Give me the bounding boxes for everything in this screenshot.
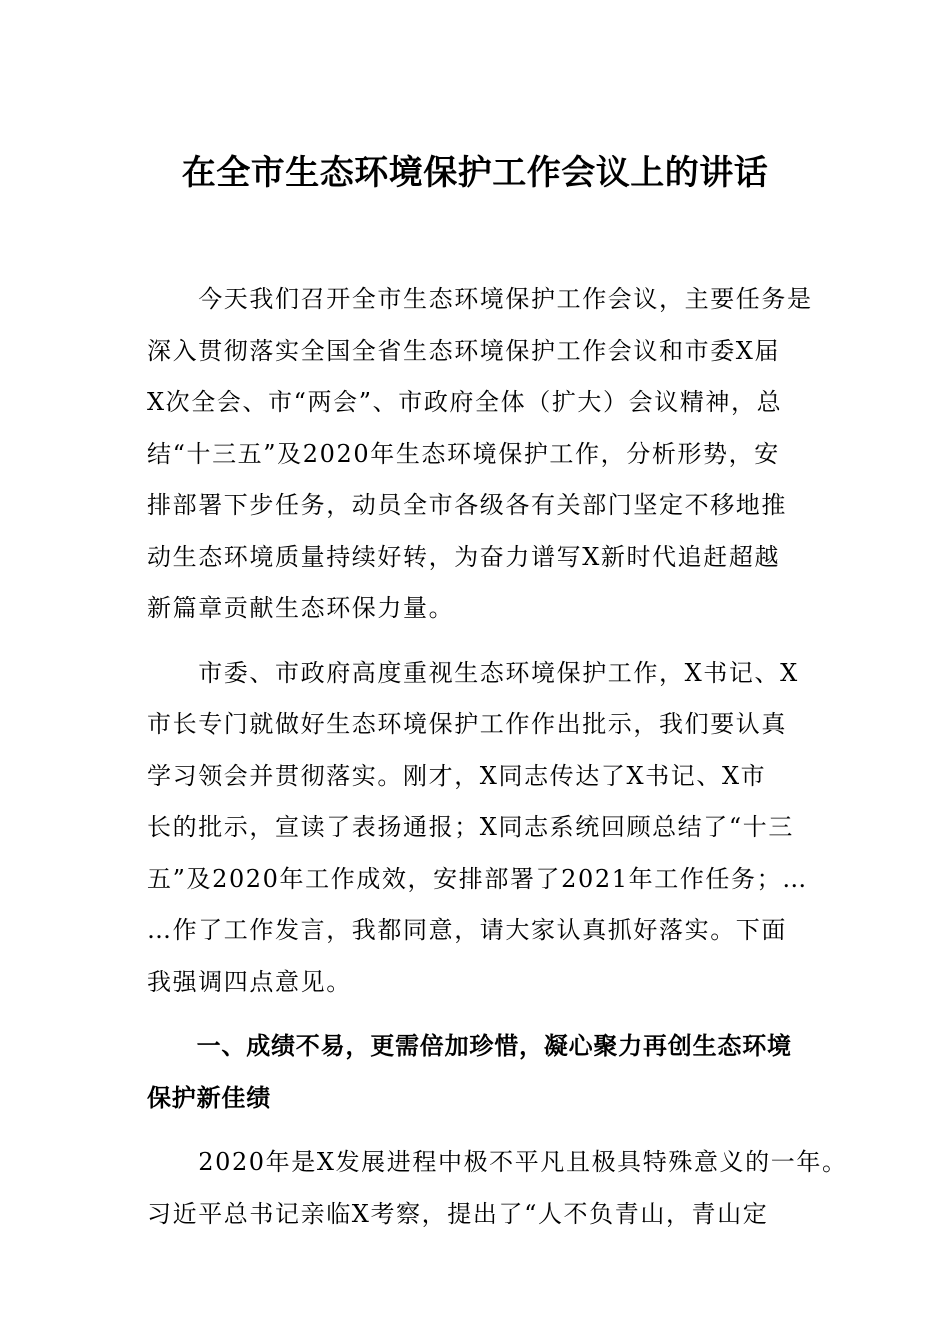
text-line: 长的批示，宣读了表扬通报；X同志系统回顾总结了“十三 (147, 813, 794, 841)
text-line: 今天我们召开全市生态环境保护工作会议，主要任务是 (147, 285, 813, 313)
body-paragraph (147, 648, 809, 1009)
text-line: 排部署下步任务，动员全市各级各有关部门坚定不移地推 (147, 491, 787, 519)
body-paragraph (147, 274, 813, 635)
text-line: 新篇章贡献生态环保力量。 (147, 594, 455, 622)
text-line: 五”及2020年工作成效，安排部署了2021年工作任务；… (147, 864, 808, 893)
section-heading (147, 1021, 809, 1124)
document-title: 在全市生态环境保护工作会议上的讲话 (181, 153, 769, 193)
text-line: X次全会、市“两会”、市政府全体（扩大）会议精神，总 (147, 388, 783, 416)
text-line: 2020年是X发展进程中极不平凡且极具特殊意义的一年。 (147, 1148, 848, 1176)
text-line: 市长专门就做好生态环境保护工作作出批示，我们要认真 (147, 710, 787, 738)
text-line: 我强调四点意见。 (147, 967, 352, 996)
document-body (147, 274, 848, 1240)
text-line: 习近平总书记亲临X考察，提出了“人不负青山，青山定 (147, 1199, 769, 1228)
body-paragraph (147, 1137, 848, 1240)
text-line: …作了工作发言，我都同意，请大家认真抓好落实。下面 (147, 916, 787, 944)
text-line: 一、成绩不易，更需倍加珍惜，凝心聚力再创生态环境 (147, 1032, 792, 1060)
text-line: 深入贯彻落实全国全省生态环境保护工作会议和市委X届 (147, 336, 781, 365)
text-line: 保护新佳绩 (147, 1083, 271, 1112)
text-line: 结“十三五”及2020年生态环境保护工作，分析形势，安 (147, 439, 780, 468)
text-line: 学习领会并贯彻落实。刚才，X同志传达了X书记、X市 (147, 761, 767, 790)
text-line: 动生态环境质量持续好转，为奋力谱写X新时代追赶超越 (147, 542, 781, 571)
text-line: 市委、市政府高度重视生态环境保护工作，X书记、X (147, 658, 799, 687)
